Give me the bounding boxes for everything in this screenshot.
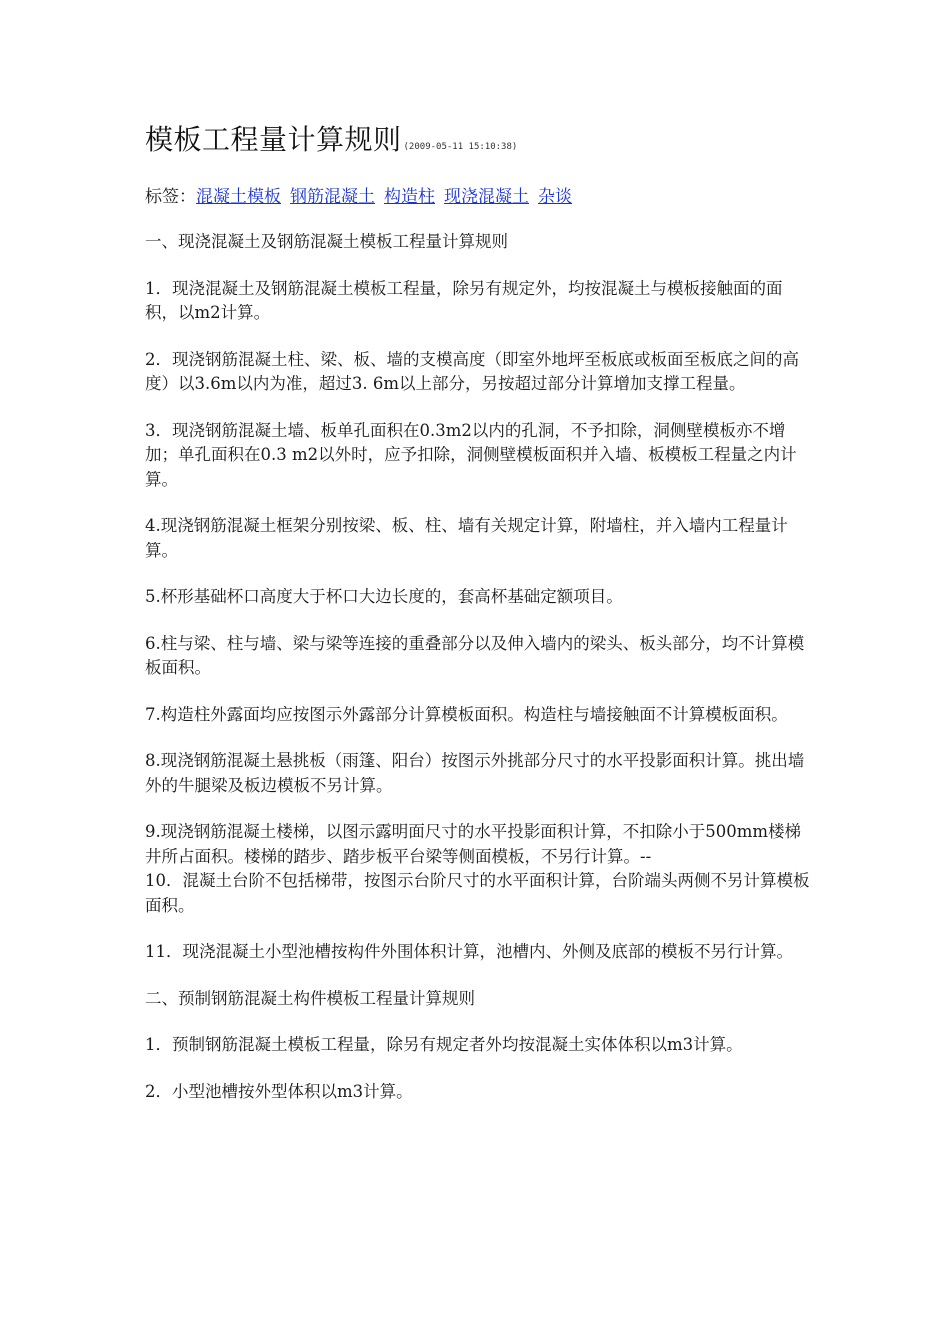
rule-paragraph: 10．混凝土台阶不包括梯带，按图示台阶尺寸的水平面积计算，台阶端头两侧不另计算模板面积。 — [145, 871, 810, 915]
page-title: 模板工程量计算规则 — [145, 123, 402, 156]
rule-paragraph: 3．现浇钢筋混凝土墙、板单孔面积在0.3m2以内的孔洞，不予扣除，洞侧壁模板亦不增加；单孔面积在0.3 m2以外时，应予扣除，洞侧壁模板面积并入墙、板模板工程量之内计算。 — [145, 420, 797, 489]
rule-paragraph: 1．现浇混凝土及钢筋混凝土模板工程量，除另有规定外，均按混凝土与模板接触面的面积，以m2计算。 — [145, 278, 783, 322]
article-body — [145, 230, 810, 1104]
tag-link-cast-in-place-concrete[interactable]: 现浇混凝土 — [444, 187, 529, 207]
tag-list — [145, 184, 810, 210]
rule-paragraph: 9.现浇钢筋混凝土楼梯，以图示露明面尺寸的水平投影面积计算，不扣除小于500mm楼梯井所占面积。楼梯的踏步、踏步板平台梁等侧面模板，不另行计算。-- — [145, 822, 802, 866]
rule-paragraph: 2．现浇钢筋混凝土柱、梁、板、墙的支模高度（即室外地坪至板底或板面至板底之间的高度）以3.6m以内为准，超过3. 6m以上部分，另按超过部分计算增加支撑工程量。 — [145, 349, 799, 393]
rule-paragraph: 6.柱与梁、柱与墙、梁与梁等连接的重叠部分以及伸入墙内的梁头、板头部分，均不计算模板面积。 — [145, 633, 805, 677]
rule-paragraph: 8.现浇钢筋混凝土悬挑板（雨篷、阳台）按图示外挑部分尺寸的水平投影面积计算。挑出墙外的牛腿梁及板边模板不另计算。 — [145, 751, 805, 795]
rule-paragraph: 5.杯形基础杯口高度大于杯口大边长度的，套高杯基础定额项目。 — [145, 587, 623, 606]
post-timestamp: (2009-05-11 15:10:38) — [403, 142, 518, 152]
tag-link-misc[interactable]: 杂谈 — [538, 187, 572, 207]
section-heading-precast: 二、预制钢筋混凝土构件模板工程量计算规则 — [145, 988, 475, 1008]
rule-paragraph: 2．小型池槽按外型体积以m3计算。 — [145, 1081, 413, 1101]
section-heading-cast-in-place: 一、现浇混凝土及钢筋混凝土模板工程量计算规则 — [145, 232, 508, 251]
tag-link-reinforced-concrete[interactable]: 钢筋混凝土 — [290, 187, 375, 207]
rule-paragraph: 11．现浇混凝土小型池槽按构件外围体积计算，池槽内、外侧及底部的模板不另行计算。 — [145, 942, 793, 961]
tag-link-concrete-formwork[interactable]: 混凝土模板 — [196, 187, 281, 207]
article — [145, 118, 810, 1126]
tag-link-structural-column[interactable]: 构造柱 — [384, 187, 435, 207]
rule-paragraph: 1．预制钢筋混凝土模板工程量，除另有规定者外均按混凝土实体体积以m3计算。 — [145, 1035, 743, 1054]
tags-label: 标签： — [145, 187, 196, 207]
rule-paragraph: 7.构造柱外露面均应按图示外露部分计算模板面积。构造柱与墙接触面不计算模板面积。 — [145, 704, 788, 724]
rule-paragraph: 4.现浇钢筋混凝土框架分别按梁、板、柱、墙有关规定计算，附墙柱，并入墙内工程量计算。 — [145, 516, 788, 560]
title-row — [145, 118, 810, 164]
